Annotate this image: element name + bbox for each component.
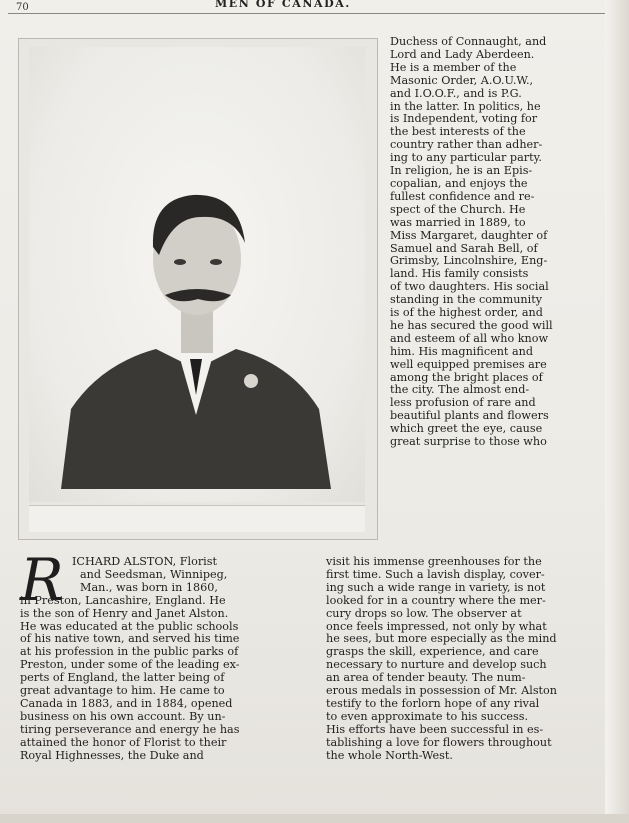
text-line: he has secured the good will	[390, 319, 553, 332]
text-line: copalian, and enjoys the	[390, 177, 528, 190]
text-line: at his profession in the public parks of	[20, 646, 239, 659]
text-line: him. His magnificent and	[390, 345, 534, 358]
text-line: ing such a wide range in variety, is not	[326, 581, 546, 594]
text-line: business on his own account. By un-	[20, 710, 226, 723]
text-line: Samuel and Sarah Bell, of	[390, 242, 538, 255]
text-line: Preston, under some of the leading ex-	[20, 659, 240, 672]
text-line: an area of tender beauty. The num-	[326, 672, 526, 685]
text-line: he sees, but more especially as the mind	[326, 633, 557, 646]
text-line: was married in 1889, to	[390, 216, 526, 229]
text-line: and I.O.O.F., and is P.G.	[390, 87, 522, 100]
text-line: Grimsby, Lincolnshire, Eng-	[390, 255, 548, 268]
text-line: looked for in a country where the mer-	[326, 594, 546, 607]
text-line: of his native town, and served his time	[20, 633, 240, 646]
left-column-text	[20, 556, 318, 763]
text-line: spect of the Church. He	[390, 203, 526, 216]
text-line: first time. Such a lavish display, cover-	[326, 568, 545, 581]
text-line: visit his immense greenhouses for the	[326, 556, 542, 568]
portrait-plate	[18, 38, 378, 540]
text-line: country rather than adher-	[390, 139, 543, 152]
text-line: great advantage to him. He came to	[20, 685, 225, 698]
text-line: He is a member of the	[390, 61, 517, 74]
text-line: Canada in 1883, and in 1884, opened	[20, 697, 233, 710]
page-number: 70	[16, 2, 29, 13]
text-line: land. His family consists	[390, 268, 529, 281]
text-line: His efforts have been successful in es-	[326, 723, 544, 736]
text-line: cury drops so low. The observer at	[326, 607, 522, 620]
header-rule	[8, 13, 607, 14]
text-line: beautiful plants and flowers	[390, 410, 549, 423]
text-line: ing to any particular party.	[390, 152, 542, 165]
text-line: is of the highest order, and	[390, 307, 543, 320]
text-line: ICHARD ALSTON, Florist	[72, 556, 217, 568]
text-line: Man., was born in 1860,	[80, 581, 218, 594]
text-line: tablishing a love for flowers throughout	[326, 736, 552, 749]
text-line: He was educated at the public schools	[20, 620, 239, 633]
text-line: the city. The almost end-	[390, 384, 530, 397]
text-line: is the son of Henry and Janet Alston.	[20, 607, 229, 620]
text-line: is Independent, voting for	[390, 113, 538, 126]
text-line: necessary to nurture and develop such	[326, 659, 547, 672]
text-line: fullest confidence and re-	[390, 190, 535, 203]
portrait-photo	[61, 159, 331, 489]
text-line: among the bright places of	[390, 371, 543, 384]
text-line: Royal Highnesses, the Duke and	[20, 749, 204, 762]
text-line: grasps the skill, experience, and care	[326, 646, 539, 659]
running-title: MEN OF CANADA.	[215, 0, 351, 10]
page-bottom-edge	[0, 814, 629, 823]
text-line: Masonic Order, A.O.U.W.,	[390, 74, 534, 87]
text-line: perts of England, the latter being of	[20, 672, 225, 685]
text-line: the best interests of the	[390, 126, 526, 139]
text-line: once feels impressed, not only by what	[326, 620, 547, 633]
plate-caption-strip	[29, 505, 365, 532]
text-line: tiring perseverance and energy he has	[20, 723, 240, 736]
text-line: In religion, he is an Epis-	[390, 165, 533, 178]
right-column-bottom	[326, 556, 604, 763]
text-line: and esteem of all who know	[390, 332, 549, 345]
text-line: to even approximate to his success.	[326, 710, 529, 723]
page-right-edge	[605, 0, 629, 823]
text-line: testify to the forlorn hope of any rival	[326, 697, 540, 710]
text-line: Duchess of Connaught, and	[390, 36, 547, 48]
text-line: great surprise to those who	[390, 436, 547, 449]
text-line: the whole North-West.	[326, 749, 453, 762]
drop-cap: R	[20, 546, 64, 614]
text-line: attained the honor of Florist to their	[20, 736, 227, 749]
right-column-top	[390, 36, 602, 449]
text-line: of two daughters. His social	[390, 281, 549, 294]
text-line: well equipped premises are	[390, 358, 547, 371]
text-line: Lord and Lady Aberdeen.	[390, 48, 535, 61]
text-line: Miss Margaret, daughter of	[390, 229, 548, 242]
text-line: less profusion of rare and	[390, 397, 536, 410]
text-line: in Preston, Lancashire, England. He	[20, 594, 226, 607]
text-line: erous medals in possession of Mr. Alston	[326, 685, 557, 698]
text-line: which greet the eye, cause	[390, 423, 543, 436]
text-line: standing in the community	[390, 294, 543, 307]
text-line: and Seedsman, Winnipeg,	[80, 568, 228, 581]
text-line: in the latter. In politics, he	[390, 100, 541, 113]
